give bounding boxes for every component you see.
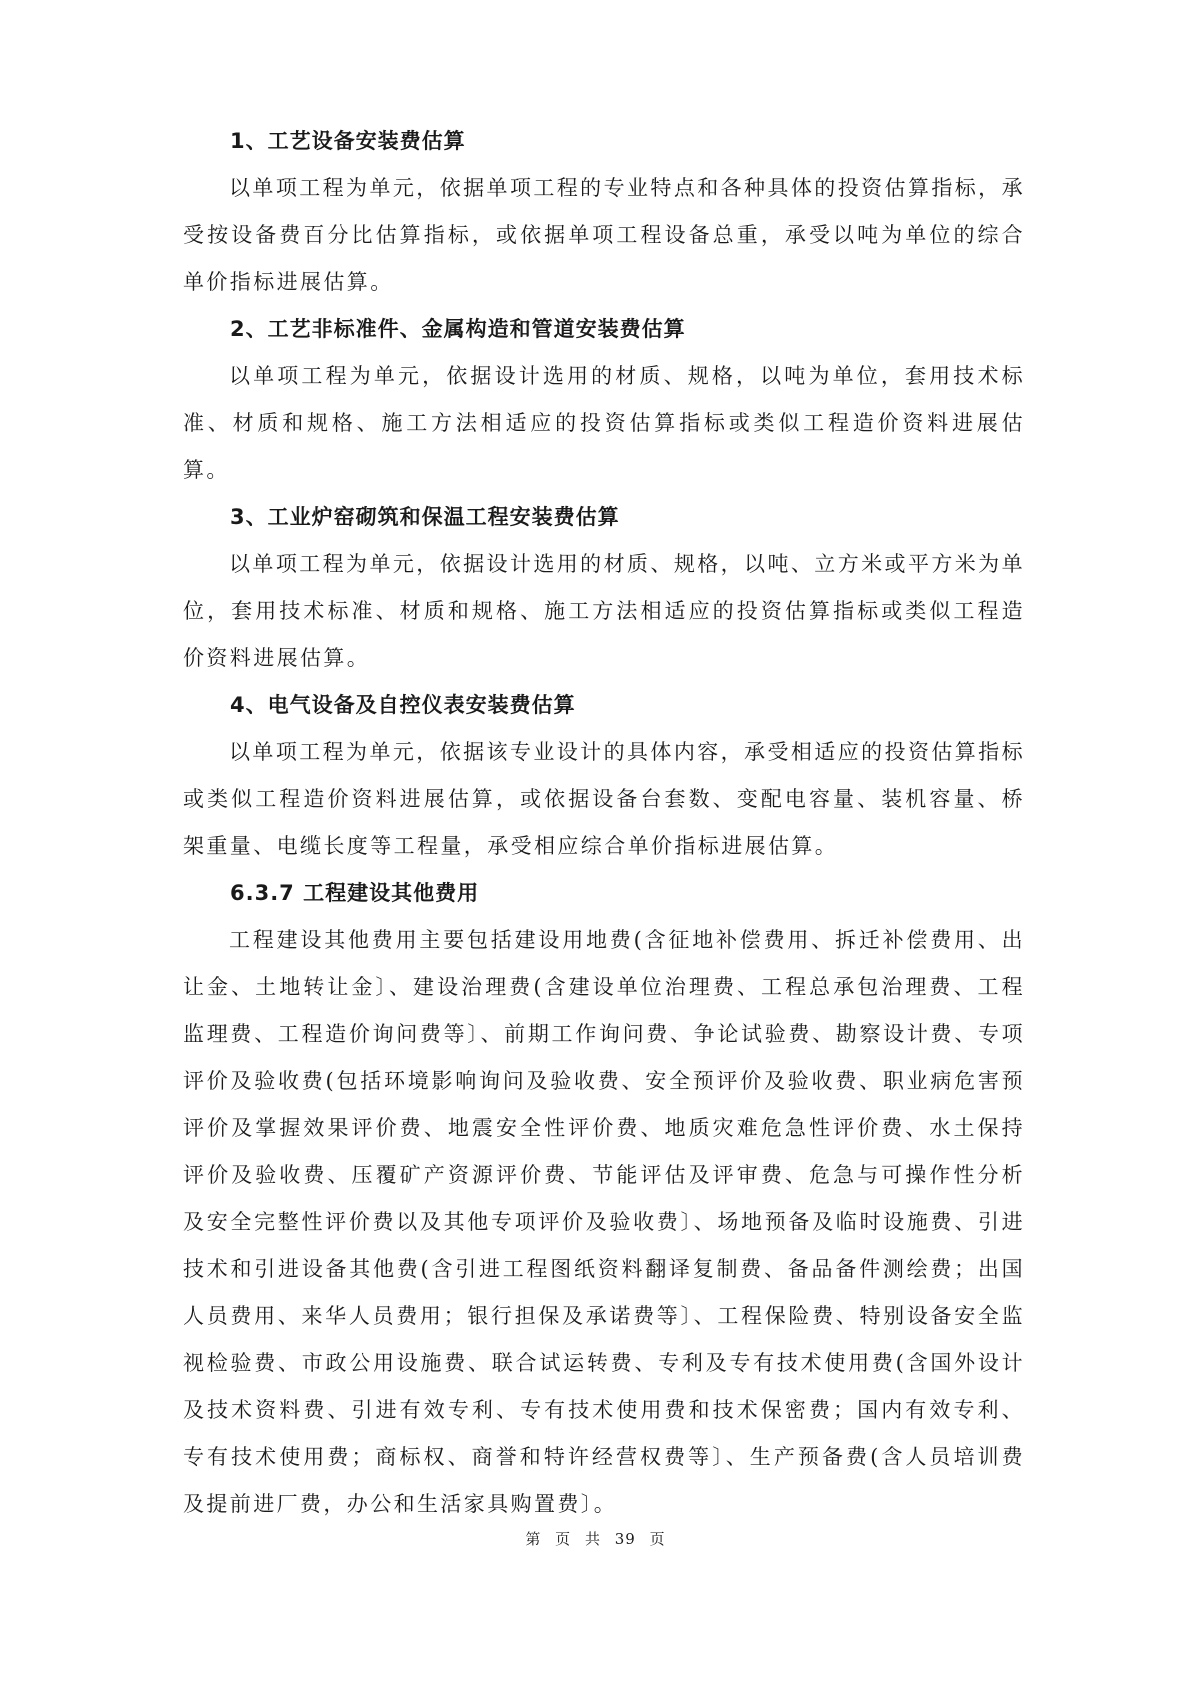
page-footer: 第 页 共 39 页 <box>525 1530 666 1548</box>
section-heading-4: 4、电气设备及自控仪表安装费估算 <box>230 693 576 717</box>
section-paragraph-6-3-7: 工程建设其他费用主要包括建设用地费(含征地补偿费用、拆迁补偿费用、出让金、土地转让金〕、建设治理费(含建设单位治理费、工程总承包治理费、工程监理费、工程造价询问费等〕、前期工作询问费、争论试验费、勘察设计费、专项评价及验收费(包括环境影响询问及验收费、安全预评价及验收费、职业病危害预评价及掌握效果评价费、地震安全性评价费、地质灾难危急性评价费、水土保持评价及验收费、压覆矿产资源评价费、节能评估及评审费、危急与可操作性分析及安全完整性评价费以及其他专项评价及验收费〕、场地预备及临时设施费、引进技术和引进设备其他费(含引进工程图纸资料翻译复制费、备品备件测绘费；出国人员费用、来华人员费用；银行担保及承诺费等〕、工程保险费、特别设备安全监视检验费、市政公用设施费、联合试运转费、专利及专有技术使用费(含国外设计及技术资料费、引进有效专利、专有技术使用费和技术保密费；国内有效专利、专有技术使用费；商标权、商誉和特许经营权费等〕、生产预备费(含人员培训费及提前进厂费，办公和生活家具购置费〕。 <box>183 928 1025 1516</box>
section-paragraph-1: 以单项工程为单元，依据单项工程的专业特点和各种具体的投资估算指标，承受按设备费百分比估算指标，或依据单项工程设备总重，承受以吨为单位的综合单价指标进展估算。 <box>183 176 1025 294</box>
section-heading-2: 2、工艺非标准件、金属构造和管道安装费估算 <box>230 317 686 341</box>
section-heading-6-3-7: 6.3.7 工程建设其他费用 <box>230 881 480 905</box>
section-heading-3: 3、工业炉窑砌筑和保温工程安装费估算 <box>230 505 620 529</box>
section-heading-1: 1、工艺设备安装费估算 <box>230 129 466 153</box>
section-paragraph-3: 以单项工程为单元，依据设计选用的材质、规格，以吨、立方米或平方米为单位，套用技术标准、材质和规格、施工方法相适应的投资估算指标或类似工程造价资料进展估算。 <box>183 552 1025 670</box>
document-body <box>183 118 1025 1528</box>
section-paragraph-4: 以单项工程为单元，依据该专业设计的具体内容，承受相适应的投资估算指标或类似工程造价资料进展估算，或依据设备台套数、变配电容量、装机容量、桥架重量、电缆长度等工程量，承受相应综合单价指标进展估算。 <box>183 740 1025 858</box>
section-paragraph-2: 以单项工程为单元，依据设计选用的材质、规格，以吨为单位，套用技术标准、材质和规格、施工方法相适应的投资估算指标或类似工程造价资料进展估算。 <box>183 364 1025 482</box>
